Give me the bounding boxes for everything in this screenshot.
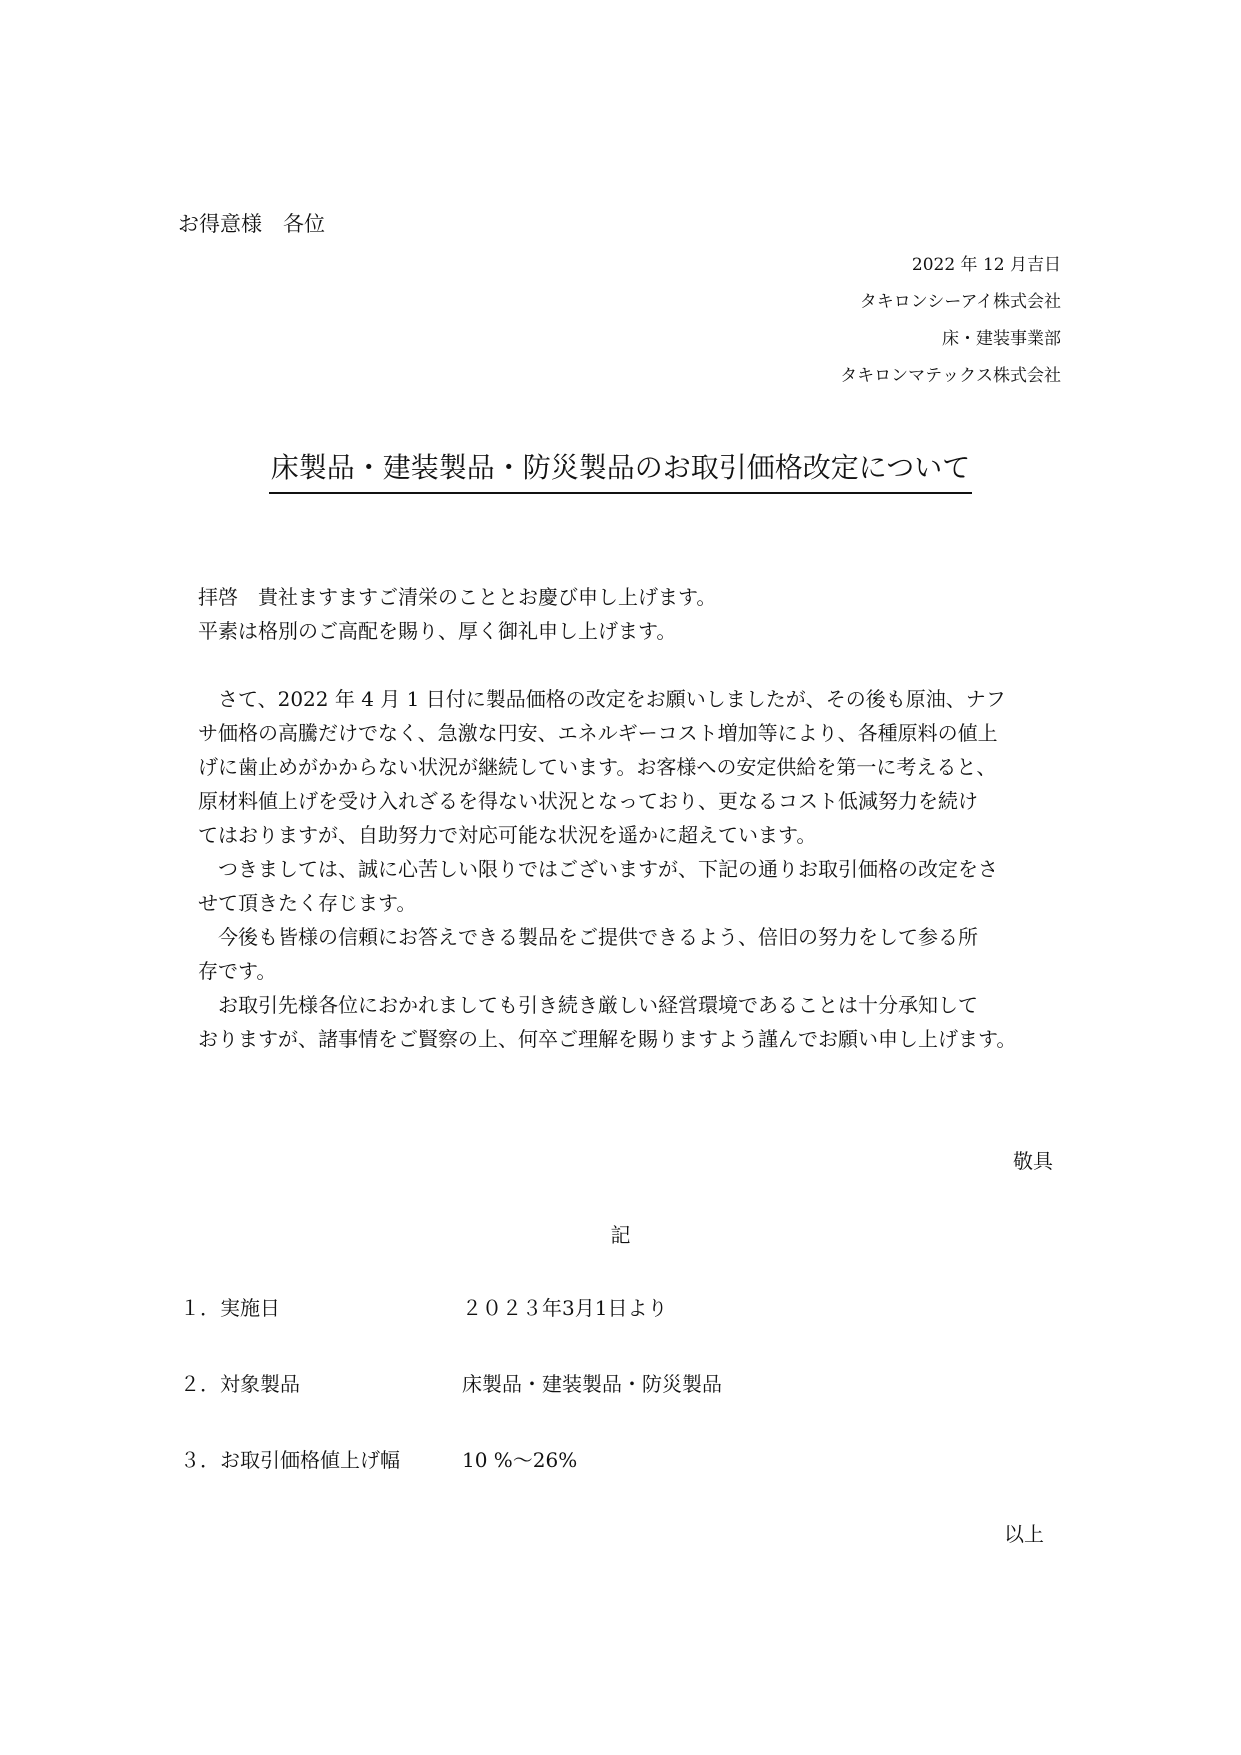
closing-keigu: 敬具 xyxy=(1013,1149,1053,1173)
body-line: てはおりますが、自助努力で対応可能な状況を遥かに超えています。 xyxy=(198,823,817,847)
document-title-block xyxy=(0,446,1241,494)
issue-date: 2022 年 12 月吉日 xyxy=(911,255,1061,275)
body-line: おりますが、諸事情をご賢察の上、何卒ご理解を賜りますよう謹んでお願い申し上げます。 xyxy=(198,1027,1017,1051)
greeting-line: 拝啓 貴社ますますご清栄のこととお慶び申し上げます。 xyxy=(198,585,717,609)
body-line: せて頂きたく存じます。 xyxy=(198,891,417,915)
item-label-increase: ３．お取引価格値上げ幅 xyxy=(180,1448,400,1472)
body-line: お取引先様各位におかれましても引き続き厳しい経営環境であることは十分承知して xyxy=(198,993,978,1017)
item-label-date: １．実施日 xyxy=(180,1296,280,1320)
body-line: 今後も皆様の信頼にお答えできる製品をご提供できるよう、倍旧の努力をして参る所 xyxy=(198,925,978,949)
document-title: 床製品・建装製品・防災製品のお取引価格改定について xyxy=(269,446,972,494)
closing-ijo: 以上 xyxy=(1004,1522,1044,1546)
body-line: げに歯止めがかからない状況が継続しています。お客様への安定供給を第一に考えると、 xyxy=(198,755,997,779)
ki-heading: 記 xyxy=(610,1223,631,1247)
item-value-date: ２０２３年3月1日より xyxy=(462,1296,668,1320)
recipient-line: お得意様 各位 xyxy=(178,212,325,236)
greeting-line: 平素は格別のご高配を賜り、厚く御礼申し上げます。 xyxy=(198,619,677,643)
item-value-products: 床製品・建装製品・防災製品 xyxy=(462,1372,722,1396)
body-line: サ価格の高騰だけでなく、急激な円安、エネルギーコスト増加等により、各種原料の値上 xyxy=(198,721,998,745)
body-line: 存です。 xyxy=(198,959,277,983)
sender-department: 床・建装事業部 xyxy=(942,329,1061,349)
letter-body xyxy=(198,580,1078,1056)
sender-company-2: タキロンマテックス株式会社 xyxy=(840,366,1061,386)
body-line: さて、2022 年 4 月 1 日付に製品価格の改定をお願いしましたが、その後も原油、ナフ xyxy=(198,687,1006,711)
body-line: 原材料値上げを受け入れざるを得ない状況となっており、更なるコスト低減努力を続け xyxy=(198,789,978,813)
sender-company-1: タキロンシーアイ株式会社 xyxy=(859,292,1061,312)
item-label-products: ２．対象製品 xyxy=(180,1372,300,1396)
item-value-increase: 10 %～26% xyxy=(462,1448,578,1472)
body-line: つきましては、誠に心苦しい限りではございますが、下記の通りお取引価格の改定をさ xyxy=(198,857,998,881)
